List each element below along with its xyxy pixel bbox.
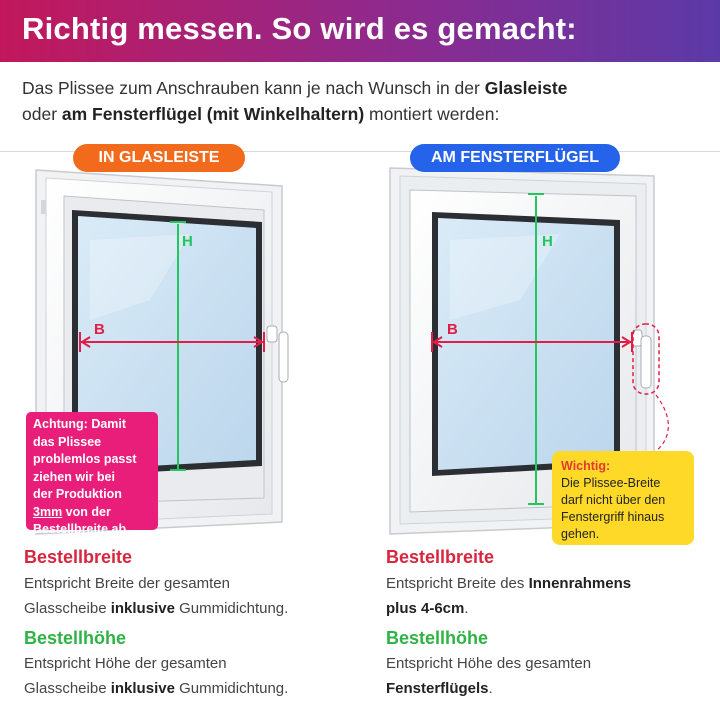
intro-part3: montiert werden: bbox=[364, 104, 500, 124]
note-wichtig-line1: Die Plissee-Breite bbox=[561, 476, 661, 490]
note-achtung-title: Achtung: bbox=[33, 417, 88, 431]
right-width-line1a: Entspricht Breite des bbox=[386, 575, 529, 592]
left-b-label: B bbox=[94, 321, 105, 338]
left-width-line1: Entspricht Breite der gesamten bbox=[24, 575, 230, 592]
note-achtung-line6: von der bbox=[62, 504, 111, 519]
page-title: Richtig messen. So wird es gemacht: bbox=[22, 11, 577, 46]
right-width-text bbox=[386, 571, 631, 621]
note-achtung-line3: problemlos passt bbox=[33, 452, 137, 466]
left-height-line2a: Glasscheibe bbox=[24, 680, 111, 697]
intro-bold-glasleiste: Glasleiste bbox=[484, 78, 568, 98]
right-width-bold1: Innenrahmens bbox=[528, 575, 632, 592]
left-width-title: Bestellbreite bbox=[24, 547, 133, 567]
left-width-line2a: Glasscheibe bbox=[24, 600, 111, 617]
left-width-text bbox=[24, 571, 288, 621]
intro-part1: Das Plissee zum Anschrauben kann je nach Wunsch in der bbox=[22, 78, 485, 98]
right-height-line1: Entspricht Höhe des gesamten bbox=[386, 655, 592, 672]
note-achtung bbox=[26, 412, 158, 536]
note-wichtig-line3: Fenstergriff hinaus bbox=[561, 510, 665, 524]
left-h-label: H bbox=[182, 233, 193, 250]
note-achtung-line4: ziehen wir bei bbox=[33, 469, 115, 484]
right-height-text bbox=[386, 651, 591, 701]
pill-am-fensterfluegel: AM FENSTERFLÜGEL bbox=[410, 144, 620, 172]
right-width-line2b: . bbox=[464, 600, 469, 617]
left-width-bold: inklusive bbox=[110, 600, 175, 617]
left-height-line2b: Gummidichtung. bbox=[174, 680, 289, 697]
right-width-title: Bestellbreite bbox=[386, 547, 495, 567]
left-height-line1: Entspricht Höhe der gesamten bbox=[24, 655, 227, 672]
right-b-label: B bbox=[447, 321, 458, 338]
right-height-line2b: . bbox=[488, 680, 493, 697]
left-height-text bbox=[24, 651, 288, 701]
right-width-bold2: plus 4-6cm bbox=[386, 600, 465, 617]
intro-part2: oder bbox=[22, 104, 62, 124]
note-wichtig-line4: gehen. bbox=[561, 527, 600, 541]
right-h-label: H bbox=[542, 233, 553, 250]
note-achtung-3mm: 3mm bbox=[33, 504, 63, 519]
intro-bold-fensterfluegel: am Fensterflügel (mit Winkelhaltern) bbox=[61, 104, 365, 124]
note-achtung-line5: der Produktion bbox=[33, 487, 122, 501]
note-achtung-line1: Damit bbox=[87, 417, 127, 431]
note-wichtig-title: Wichtig: bbox=[561, 459, 611, 473]
pill-in-glasleiste: IN GLASLEISTE bbox=[73, 144, 245, 172]
note-wichtig bbox=[552, 451, 694, 545]
note-wichtig-line2: darf nicht über den bbox=[561, 493, 666, 507]
right-height-title: Bestellhöhe bbox=[386, 628, 489, 648]
left-height-title: Bestellhöhe bbox=[24, 628, 127, 648]
note-achtung-line7: Bestellbreite ab. bbox=[33, 522, 130, 536]
left-height-bold: inklusive bbox=[110, 680, 175, 697]
note-achtung-line2: das Plissee bbox=[33, 434, 102, 449]
right-height-bold: Fensterflügels bbox=[386, 680, 489, 697]
left-width-line2b: Gummidichtung. bbox=[174, 600, 289, 617]
